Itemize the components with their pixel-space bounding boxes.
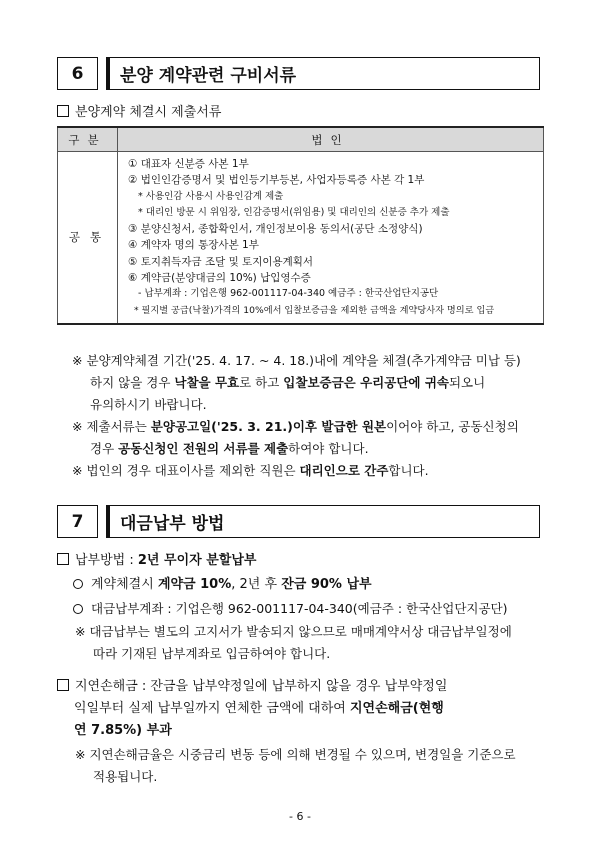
section-title: 분양 계약관련 구비서류: [106, 57, 540, 90]
checkbox-square-icon: [57, 553, 69, 565]
page-number: - 6 -: [289, 810, 311, 823]
note-2-line-1: ※ 제출서류는 분양공고일('25. 3. 21.)이후 발급한 원본이어야 하고, 공동신청의: [72, 419, 519, 434]
table-header-corporation: 법인: [118, 127, 544, 152]
section-6-header: [57, 57, 540, 90]
section-title: 대금납부 방법: [106, 505, 540, 538]
payment-note-line-1: ※ 대금납부는 별도의 고지서가 발송되지 않으므로 매매계약서상 대금납부일정에: [75, 624, 512, 639]
circle-bullet-icon: [73, 604, 83, 614]
late-fee-line-3: 연 7.85%) 부과: [74, 723, 172, 738]
document-list: [118, 152, 544, 324]
circle-bullet-icon: [73, 579, 83, 589]
list-item: ⑤ 토지취득자금 조달 및 토지이용계획서: [128, 255, 314, 268]
note-1-line-3: 유의하시기 바랍니다.: [90, 397, 207, 412]
row-label-common: 공통: [58, 152, 118, 324]
late-fee-line-1: 지연손해금 : 잔금을 납부약정일에 납부하지 않을 경우 납부약정일: [57, 677, 447, 697]
section-7-header: [57, 505, 540, 538]
payment-account: 대금납부계좌 : 기업은행 962-001117-04-340(예금주 : 한국산업단지공단): [73, 599, 508, 619]
list-item: - 납부계좌 : 기업은행 962-001117-04-340 예금주 : 한국산업단지공단: [138, 288, 439, 300]
note-1-line-1: ※ 분양계약체결 기간('25. 4. 17. ~ 4. 18.)내에 계약을 체결(추가계약금 미납 등): [72, 353, 521, 368]
note-2-line-2: 경우 공동신청인 전원의 서류를 제출하여야 합니다.: [90, 441, 369, 456]
payment-note-line-2: 따라 기재된 납부계좌로 입금하여야 합니다.: [93, 646, 331, 661]
list-item: * 대리인 방문 시 위임장, 인감증명서(위임용) 및 대리인의 신분증 추가 제출: [138, 206, 450, 218]
list-item: ③ 분양신청서, 종합확인서, 개인정보이용 동의서(공단 소정양식): [128, 223, 423, 236]
section-number: 6: [57, 57, 98, 90]
note-3: ※ 법인의 경우 대표이사를 제외한 직원은 대리인으로 간주합니다.: [72, 463, 429, 478]
list-item: ④ 계약자 명의 통장사본 1부: [128, 239, 259, 252]
list-item: ⑥ 계약금(분양대금의 10%) 납입영수증: [128, 272, 311, 285]
table-header-category: 구분: [58, 127, 118, 152]
section-number: 7: [57, 505, 98, 538]
checkbox-square-icon: [57, 679, 69, 691]
subheading: 분양계약 체결시 제출서류: [57, 104, 221, 122]
late-fee-note-line-2: 적용됩니다.: [93, 769, 158, 784]
list-item: ② 법인인감증명서 및 법인등기부등본, 사업자등록증 사본 각 1부: [128, 174, 425, 187]
late-fee-note-line-1: ※ 지연손해금율은 시중금리 변동 등에 의해 변경될 수 있으며, 변경일을 기준으로: [75, 747, 516, 762]
list-item: * 필지별 공급(낙찰)가격의 10%에서 입찰보증금을 제외한 금액을 계약당사자 명의로 입금: [134, 304, 495, 316]
payment-method: 납부방법 : 2년 무이자 분할납부: [57, 551, 256, 571]
checkbox-square-icon: [57, 105, 69, 117]
note-1-line-2: 하지 않을 경우 낙찰을 무효로 하고 입찰보증금은 우리공단에 귀속되오니: [90, 375, 486, 390]
list-item: * 사용인감 사용시 사용인감계 제출: [138, 190, 284, 202]
list-item: ① 대표자 신분증 사본 1부: [128, 158, 249, 170]
required-documents-table: [57, 126, 544, 325]
late-fee-line-2: 익일부터 실제 납부일까지 연체한 금액에 대하여 지연손해금(현행: [74, 701, 444, 716]
contract-payment: 계약체결시 계약금 10%, 2년 후 잔금 90% 납부: [73, 575, 372, 595]
